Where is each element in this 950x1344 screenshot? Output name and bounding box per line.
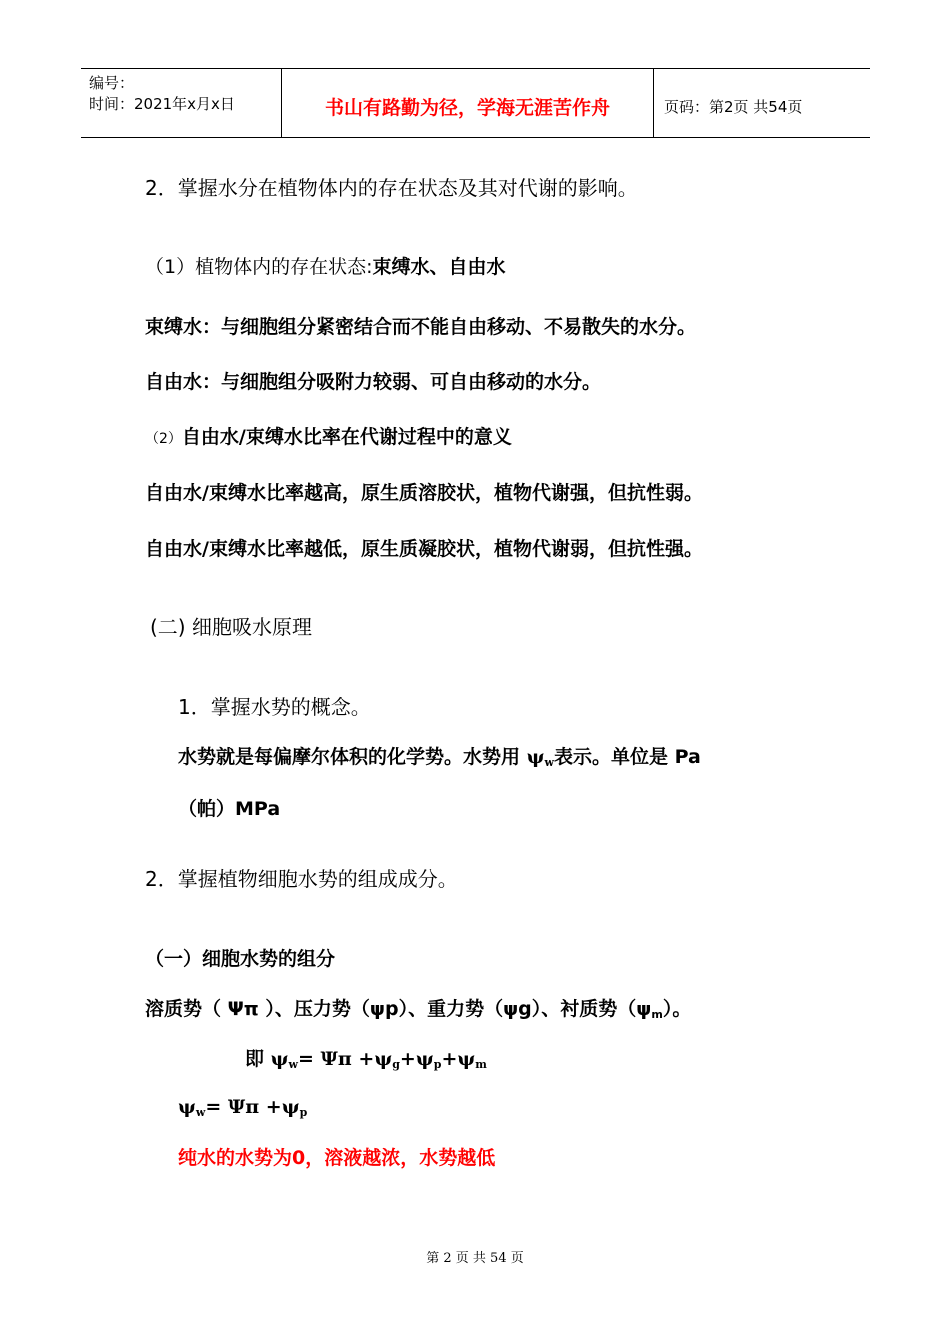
eq1-sub-p: p xyxy=(433,1058,442,1071)
page-footer: 第 2 页 共 54 页 xyxy=(426,1251,524,1266)
header-date: 时间：2021年x月x日 xyxy=(89,95,235,113)
header-number-label: 编号： xyxy=(89,74,135,92)
eq1-plus-m: +ψ xyxy=(441,1048,476,1070)
sub2-title: 自由水/束缚水比率在代谢过程中的意义 xyxy=(181,426,512,448)
free-water-definition: 自由水：与细胞组分吸附力较弱、可自由移动的水分。 xyxy=(145,371,602,393)
sub2-prefix: （2） xyxy=(145,431,182,447)
sub1-line xyxy=(145,252,506,279)
eq1-prefix: 即 ψ xyxy=(245,1048,289,1070)
wp-def-part-b: 表示。单位是 Pa xyxy=(554,746,701,768)
header-page-info-text: 页码：第2页 共54页 xyxy=(664,97,803,116)
item1-title: 1．掌握水势的概念。 xyxy=(178,695,371,719)
sub1-prefix: （1）植物体内的存在状态: xyxy=(145,256,373,278)
ratio-low-text: 自由水/束缚水比率越低，原生质凝胶状，植物代谢弱，但抗性强。 xyxy=(145,538,703,560)
header-motto-text: 书山有路勤为径，学海无涯苦作舟 xyxy=(324,96,610,119)
equation-short xyxy=(178,1096,307,1119)
header-motto xyxy=(282,69,654,137)
psi-symbol: ψ xyxy=(526,746,545,768)
sub2-line xyxy=(145,422,512,449)
header-page-info xyxy=(654,69,870,137)
eq2-prefix: ψ xyxy=(178,1096,196,1118)
bound-water-definition: 束缚水：与细胞组分紧密结合而不能自由移动、不易散失的水分。 xyxy=(145,316,697,338)
pure-water-note: 纯水的水势为0，溶液越浓，水势越低 xyxy=(178,1147,496,1169)
equation-full xyxy=(245,1044,487,1071)
eq1-sub-g: g xyxy=(392,1058,400,1071)
water-potential-definition xyxy=(178,742,701,769)
components-title: （一）细胞水势的组分 xyxy=(145,948,336,970)
components-part-b: ）。 xyxy=(662,998,692,1020)
components-line xyxy=(145,994,691,1021)
eq1-sub-m: m xyxy=(475,1058,487,1071)
eq2-mid: = Ψπ +ψ xyxy=(205,1096,300,1118)
document-header xyxy=(81,68,870,138)
eq2-sub-w: w xyxy=(195,1106,206,1119)
ratio-high-text: 自由水/束缚水比率越高，原生质溶胶状，植物代谢强，但抗性弱。 xyxy=(145,482,703,504)
eq1-sub-w: w xyxy=(288,1058,298,1071)
item2b-title: 2．掌握植物细胞水势的组成成分。 xyxy=(145,867,458,891)
components-part-a: 溶质势（ Ψπ ）、压力势（ψp）、重力势（ψg）、衬质势（ψ xyxy=(145,998,652,1020)
unit-line: （帕）MPa xyxy=(178,798,281,820)
sub1-value: 束缚水、自由水 xyxy=(372,256,506,278)
wp-def-part-a: 水势就是每偏摩尔体积的化学势。水势用 xyxy=(178,746,527,768)
eq2-sub-p: p xyxy=(299,1106,308,1119)
eq1-plus-p: +ψ xyxy=(399,1048,434,1070)
item2-title: 2．掌握水分在植物体内的存在状态及其对代谢的影响。 xyxy=(145,176,638,200)
header-meta xyxy=(81,69,282,137)
subscript-m: m xyxy=(651,1008,663,1021)
eq1-mid: = Ψπ +ψ xyxy=(298,1048,393,1070)
section2-title: (二) 细胞吸水原理 xyxy=(150,615,312,639)
subscript-w: w xyxy=(544,756,554,769)
